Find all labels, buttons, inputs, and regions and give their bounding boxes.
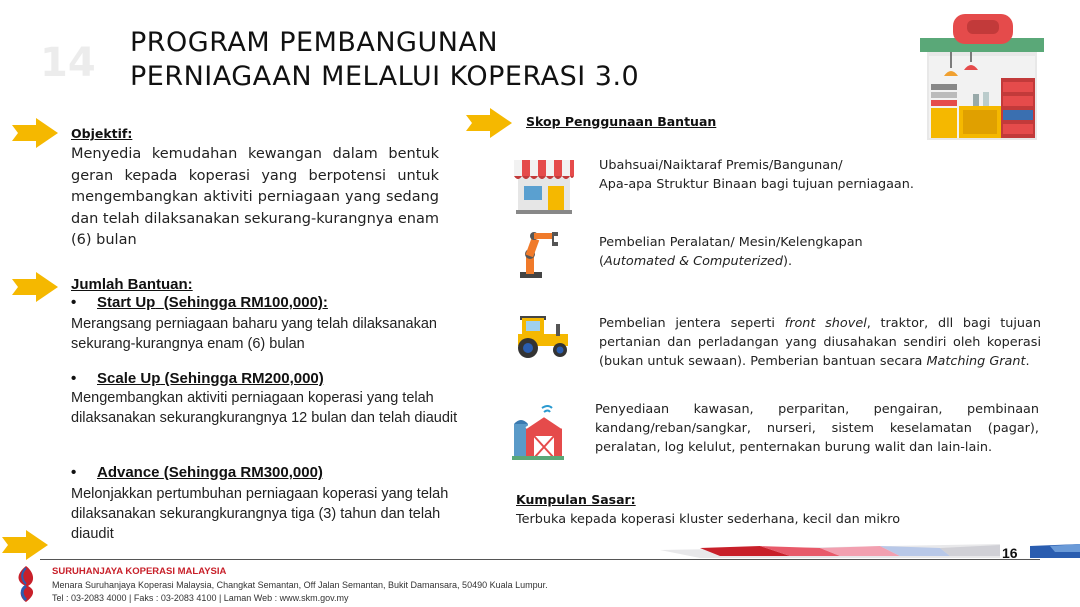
watermark-number: 14	[40, 40, 96, 86]
barn-icon	[512, 404, 564, 460]
assistance-heading	[71, 276, 193, 293]
tier-limit: (Sehingga RM200,000)	[164, 370, 324, 387]
scope-item-renovation	[599, 156, 1019, 194]
tier-advance	[71, 464, 323, 481]
text-part: .	[1025, 354, 1030, 369]
text-part: , traktor, dll bagi tujuan pertanian dan perladangan yang diusahakan sendiri oleh koperasi (bukan untuk sewaan). Pemberian bantuan secara	[599, 316, 1041, 369]
tier-start-up-desc: Merangsang perniagaan baharu yang telah dilaksanakan sekurang-kurangnya enam (6) bulan	[71, 316, 437, 352]
footer-org-name: SURUHANJAYA KOPERASI MALAYSIA	[52, 566, 227, 577]
tractor-icon	[512, 310, 574, 360]
tier-limit: (Sehingga RM100,000):	[163, 294, 328, 311]
italic-text: Matching Grant	[926, 354, 1026, 369]
footer-address: Menara Suruhanjaya Koperasi Malaysia, Changkat Semantan, Off Jalan Semantan, Bukit Damansara, 50490 Kuala Lumpur.	[52, 580, 548, 590]
scope-line: Ubahsuai/Naiktaraf Premis/Bangunan/	[599, 158, 843, 173]
title-line-2: PERNIAGAAN MELALUI KOPERASI 3.0	[130, 61, 640, 92]
scope-heading: Skop Penggunaan Bantuan	[526, 114, 717, 129]
shop-icon	[512, 156, 576, 214]
arrow-icon-objective	[12, 118, 58, 148]
italic-text: Automated & Computerized	[604, 254, 784, 269]
bullet: •	[71, 370, 77, 387]
scope-line: Apa-apa Struktur Binaan bagi tujuan perniagaan.	[599, 177, 914, 192]
scope-line	[599, 252, 1019, 271]
arrow-icon-assistance	[12, 272, 58, 302]
scope-line: Pembelian Peralatan/ Mesin/Kelengkapan	[599, 235, 863, 250]
target-text: Terbuka kepada koperasi kluster sederhana, kecil dan mikro	[516, 512, 901, 527]
tier-limit: (Sehingga RM300,000)	[163, 464, 323, 481]
tier-advance-desc: Melonjakkan pertumbuhan perniagaan koperasi yang telah dilaksanakan sekurangkurangnya tiga (3) tahun dan telah diaudit	[71, 486, 449, 542]
tier-name: Start Up	[97, 294, 156, 311]
store-illustration	[915, 10, 1047, 142]
tier-scale-up-desc: Mengembangkan aktiviti perniagaan koperasi yang telah dilaksanakan sekurangkurangnya 12 bulan dan telah diaudit	[71, 390, 458, 426]
scope-item-infrastructure: Penyediaan kawasan, perparitan, pengairan, pembinaan kandang/reban/sangkar, nurseri, sistem keselamatan (pagar), peralatan, log kelulut, penternakan burung walit dan lain-lain.	[595, 402, 1039, 455]
italic-text: front shovel	[784, 316, 867, 331]
footer-contact: Tel : 03-2083 4000 | Faks : 03-2083 4100 | Laman Web : www.skm.gov.my	[52, 593, 349, 603]
bullet: •	[71, 294, 77, 311]
footer-rule	[40, 559, 1040, 560]
tier-scale-up	[71, 370, 324, 387]
robotic-arm-icon	[514, 228, 562, 280]
objective-heading: Objektif:	[71, 126, 133, 141]
assistance-heading-text: Jumlah Bantuan:	[71, 276, 193, 293]
page-number: 16	[1002, 545, 1018, 561]
tier-name: Advance	[97, 464, 160, 481]
scope-item-equipment	[599, 233, 1019, 271]
scope-item-machinery	[599, 314, 1041, 371]
objective-text: Menyedia kemudahan kewangan dalam bentuk geran kepada koperasi yang berpotensi untuk mengembangkan aktiviti perniagaan yang sedang dan telah dilaksanakan sekurang-kurangnya enam (6) bulan	[71, 146, 439, 248]
tier-name: Scale Up	[97, 370, 161, 387]
bullet: •	[71, 464, 77, 481]
tier-spacer	[155, 294, 163, 311]
page-title	[130, 26, 639, 94]
arrow-icon-scope	[466, 108, 512, 138]
text-part: Pembelian jentera seperti	[599, 316, 785, 331]
skm-logo	[14, 564, 38, 604]
tier-start-up	[71, 294, 328, 311]
paren-close: ).	[783, 254, 793, 269]
title-line-1: PROGRAM PEMBANGUNAN	[130, 27, 499, 58]
paren-open: (	[599, 254, 604, 269]
target-heading: Kumpulan Sasar:	[516, 492, 636, 507]
